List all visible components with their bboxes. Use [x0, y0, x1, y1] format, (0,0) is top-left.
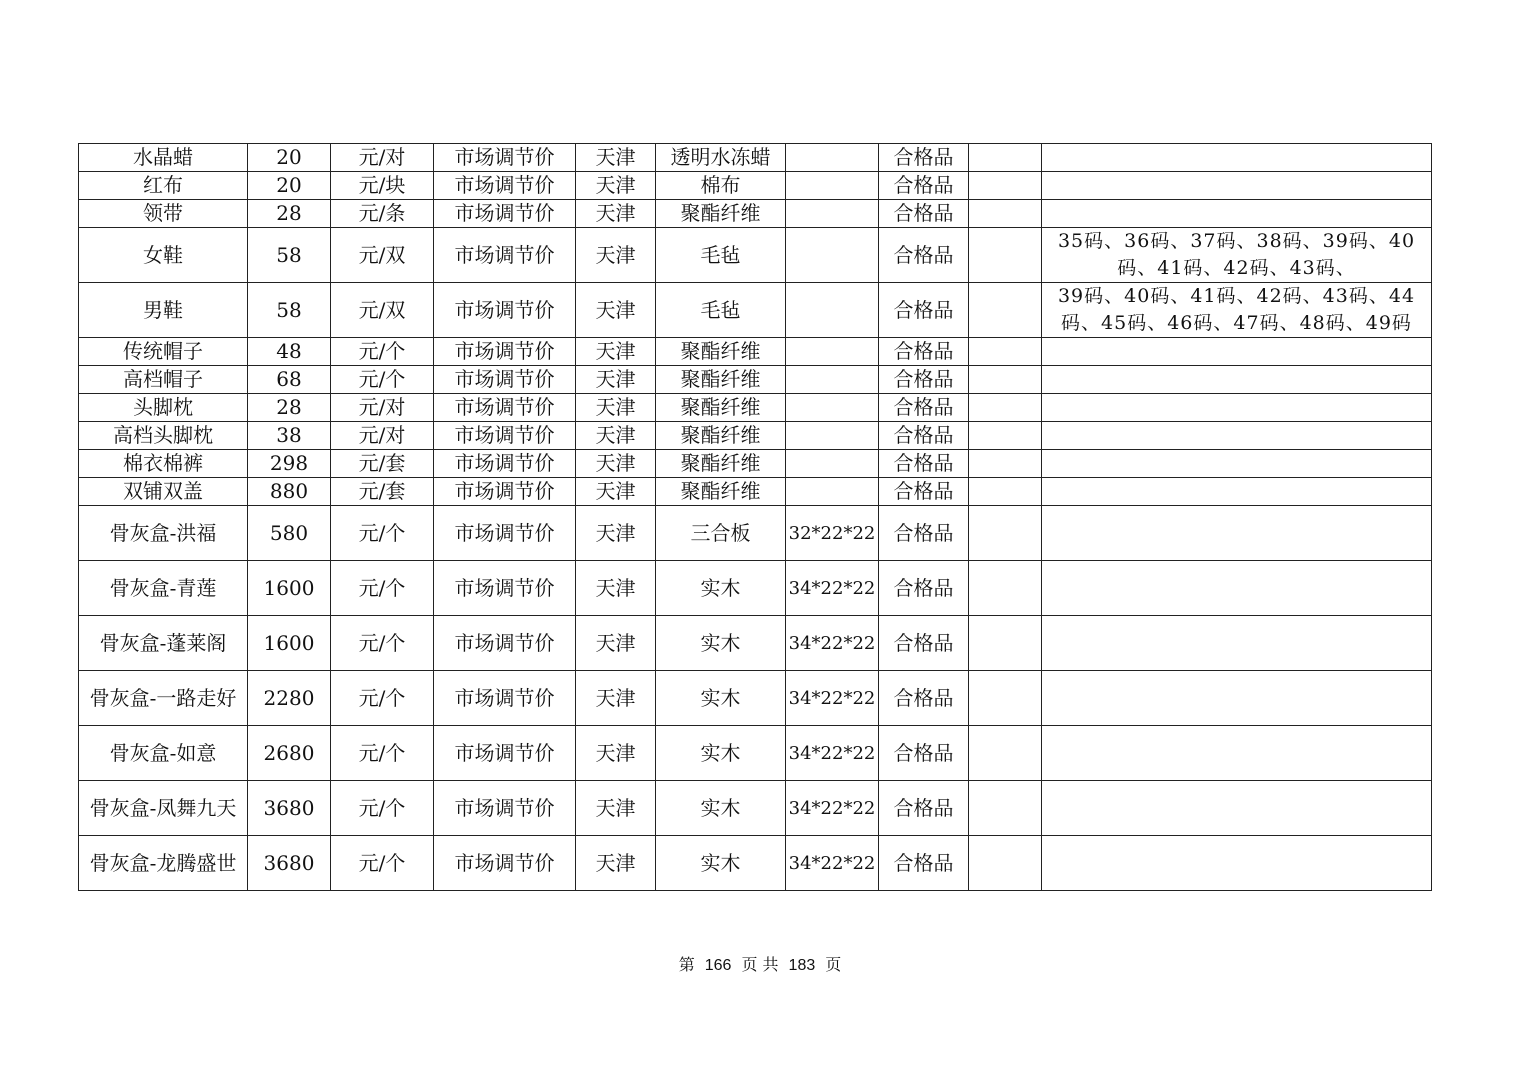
pricing-type-cell: 市场调节价 [434, 726, 576, 781]
origin-cell: 天津 [576, 561, 656, 616]
origin-cell: 天津 [576, 422, 656, 450]
unit-cell: 元/套 [331, 478, 434, 506]
note-cell [1042, 726, 1432, 781]
note-cell [1042, 422, 1432, 450]
quality-cell: 合格品 [879, 616, 969, 671]
spec-cell: 32*22*22 [786, 506, 879, 561]
unit-cell: 元/对 [331, 422, 434, 450]
price-cell: 28 [248, 200, 331, 228]
item-name-cell: 骨灰盒-青莲 [79, 561, 248, 616]
extra-cell [969, 781, 1042, 836]
quality-cell: 合格品 [879, 228, 969, 283]
price-cell: 58 [248, 228, 331, 283]
item-name-cell: 双铺双盖 [79, 478, 248, 506]
note-cell [1042, 616, 1432, 671]
unit-cell: 元/个 [331, 338, 434, 366]
extra-cell [969, 506, 1042, 561]
price-cell: 2680 [248, 726, 331, 781]
origin-cell: 天津 [576, 338, 656, 366]
material-cell: 聚酯纤维 [656, 394, 786, 422]
item-name-cell: 领带 [79, 200, 248, 228]
quality-cell: 合格品 [879, 366, 969, 394]
note-cell [1042, 781, 1432, 836]
material-cell: 聚酯纤维 [656, 478, 786, 506]
material-cell: 实木 [656, 561, 786, 616]
spec-cell: 34*22*22 [786, 616, 879, 671]
quality-cell: 合格品 [879, 726, 969, 781]
pricing-type-cell: 市场调节价 [434, 616, 576, 671]
quality-cell: 合格品 [879, 450, 969, 478]
pricing-type-cell: 市场调节价 [434, 283, 576, 338]
extra-cell [969, 366, 1042, 394]
extra-cell [969, 228, 1042, 283]
spec-cell [786, 338, 879, 366]
material-cell: 实木 [656, 836, 786, 891]
origin-cell: 天津 [576, 228, 656, 283]
item-name-cell: 骨灰盒-龙腾盛世 [79, 836, 248, 891]
item-name-cell: 高档头脚枕 [79, 422, 248, 450]
price-cell: 48 [248, 338, 331, 366]
price-cell: 2280 [248, 671, 331, 726]
spec-cell [786, 172, 879, 200]
table-row [79, 781, 1432, 836]
quality-cell: 合格品 [879, 144, 969, 172]
table-row [79, 616, 1432, 671]
spec-cell: 34*22*22 [786, 561, 879, 616]
origin-cell: 天津 [576, 394, 656, 422]
unit-cell: 元/个 [331, 836, 434, 891]
pricing-type-cell: 市场调节价 [434, 506, 576, 561]
item-name-cell: 骨灰盒-如意 [79, 726, 248, 781]
pricing-type-cell: 市场调节价 [434, 172, 576, 200]
table-row [79, 726, 1432, 781]
spec-cell: 34*22*22 [786, 671, 879, 726]
material-cell: 实木 [656, 671, 786, 726]
quality-cell: 合格品 [879, 338, 969, 366]
origin-cell: 天津 [576, 144, 656, 172]
origin-cell: 天津 [576, 478, 656, 506]
note-cell [1042, 478, 1432, 506]
table-row [79, 283, 1432, 338]
spec-cell: 34*22*22 [786, 726, 879, 781]
origin-cell: 天津 [576, 726, 656, 781]
extra-cell [969, 394, 1042, 422]
note-cell [1042, 671, 1432, 726]
note-cell [1042, 144, 1432, 172]
pricing-type-cell: 市场调节价 [434, 836, 576, 891]
current-page-number: 166 [704, 957, 732, 974]
pricing-type-cell: 市场调节价 [434, 366, 576, 394]
footer-prefix: 第 [678, 955, 695, 974]
footer-middle: 页 共 [741, 955, 779, 974]
unit-cell: 元/个 [331, 726, 434, 781]
table-row [79, 450, 1432, 478]
quality-cell: 合格品 [879, 283, 969, 338]
table-row [79, 394, 1432, 422]
note-cell [1042, 394, 1432, 422]
item-name-cell: 棉衣棉裤 [79, 450, 248, 478]
note-cell [1042, 338, 1432, 366]
origin-cell: 天津 [576, 283, 656, 338]
note-cell [1042, 172, 1432, 200]
unit-cell: 元/条 [331, 200, 434, 228]
quality-cell: 合格品 [879, 836, 969, 891]
pricing-type-cell: 市场调节价 [434, 144, 576, 172]
price-table [78, 143, 1432, 891]
price-cell: 3680 [248, 836, 331, 891]
unit-cell: 元/双 [331, 283, 434, 338]
price-cell: 58 [248, 283, 331, 338]
pricing-type-cell: 市场调节价 [434, 338, 576, 366]
table-row [79, 422, 1432, 450]
material-cell: 实木 [656, 616, 786, 671]
table-row [79, 172, 1432, 200]
note-cell [1042, 561, 1432, 616]
spec-cell [786, 283, 879, 338]
pricing-type-cell: 市场调节价 [434, 671, 576, 726]
origin-cell: 天津 [576, 671, 656, 726]
origin-cell: 天津 [576, 366, 656, 394]
table-row [79, 506, 1432, 561]
extra-cell [969, 726, 1042, 781]
item-name-cell: 骨灰盒-洪福 [79, 506, 248, 561]
unit-cell: 元/个 [331, 561, 434, 616]
extra-cell [969, 338, 1042, 366]
extra-cell [969, 283, 1042, 338]
note-cell [1042, 366, 1432, 394]
spec-cell [786, 228, 879, 283]
note-cell [1042, 200, 1432, 228]
material-cell: 毛毡 [656, 283, 786, 338]
material-cell: 聚酯纤维 [656, 450, 786, 478]
table-row [79, 144, 1432, 172]
price-cell: 580 [248, 506, 331, 561]
material-cell: 棉布 [656, 172, 786, 200]
note-cell [1042, 836, 1432, 891]
price-cell: 1600 [248, 616, 331, 671]
pricing-type-cell: 市场调节价 [434, 200, 576, 228]
quality-cell: 合格品 [879, 506, 969, 561]
quality-cell: 合格品 [879, 172, 969, 200]
spec-cell [786, 422, 879, 450]
extra-cell [969, 478, 1042, 506]
item-name-cell: 女鞋 [79, 228, 248, 283]
table-row [79, 671, 1432, 726]
extra-cell [969, 200, 1042, 228]
material-cell: 聚酯纤维 [656, 338, 786, 366]
table-body [79, 144, 1432, 891]
spec-cell [786, 144, 879, 172]
extra-cell [969, 172, 1042, 200]
spec-cell [786, 366, 879, 394]
quality-cell: 合格品 [879, 478, 969, 506]
pricing-type-cell: 市场调节价 [434, 228, 576, 283]
quality-cell: 合格品 [879, 422, 969, 450]
quality-cell: 合格品 [879, 671, 969, 726]
note-cell [1042, 450, 1432, 478]
extra-cell [969, 422, 1042, 450]
price-cell: 38 [248, 422, 331, 450]
item-name-cell: 骨灰盒-凤舞九天 [79, 781, 248, 836]
material-cell: 聚酯纤维 [656, 200, 786, 228]
quality-cell: 合格品 [879, 561, 969, 616]
unit-cell: 元/个 [331, 671, 434, 726]
unit-cell: 元/个 [331, 616, 434, 671]
unit-cell: 元/个 [331, 506, 434, 561]
extra-cell [969, 616, 1042, 671]
price-cell: 880 [248, 478, 331, 506]
extra-cell [969, 144, 1042, 172]
note-cell: 35码、36码、37码、38码、39码、40码、41码、42码、43码、 [1042, 228, 1432, 283]
material-cell: 透明水冻蜡 [656, 144, 786, 172]
price-cell: 3680 [248, 781, 331, 836]
spec-cell: 34*22*22 [786, 781, 879, 836]
origin-cell: 天津 [576, 836, 656, 891]
item-name-cell: 男鞋 [79, 283, 248, 338]
origin-cell: 天津 [576, 781, 656, 836]
origin-cell: 天津 [576, 172, 656, 200]
unit-cell: 元/个 [331, 781, 434, 836]
item-name-cell: 红布 [79, 172, 248, 200]
extra-cell [969, 561, 1042, 616]
pricing-type-cell: 市场调节价 [434, 394, 576, 422]
extra-cell [969, 671, 1042, 726]
origin-cell: 天津 [576, 450, 656, 478]
note-cell [1042, 506, 1432, 561]
item-name-cell: 水晶蜡 [79, 144, 248, 172]
footer-suffix: 页 [825, 955, 842, 974]
table-row [79, 478, 1432, 506]
note-cell: 39码、40码、41码、42码、43码、44码、45码、46码、47码、48码、49码 [1042, 283, 1432, 338]
table-row [79, 366, 1432, 394]
spec-cell [786, 394, 879, 422]
page-footer [0, 954, 1520, 977]
origin-cell: 天津 [576, 616, 656, 671]
origin-cell: 天津 [576, 200, 656, 228]
unit-cell: 元/双 [331, 228, 434, 283]
table-row [79, 200, 1432, 228]
quality-cell: 合格品 [879, 781, 969, 836]
material-cell: 实木 [656, 781, 786, 836]
extra-cell [969, 836, 1042, 891]
material-cell: 聚酯纤维 [656, 422, 786, 450]
unit-cell: 元/块 [331, 172, 434, 200]
price-cell: 28 [248, 394, 331, 422]
spec-cell [786, 450, 879, 478]
quality-cell: 合格品 [879, 200, 969, 228]
price-cell: 298 [248, 450, 331, 478]
spec-cell [786, 200, 879, 228]
pricing-type-cell: 市场调节价 [434, 478, 576, 506]
material-cell: 三合板 [656, 506, 786, 561]
unit-cell: 元/个 [331, 366, 434, 394]
pricing-type-cell: 市场调节价 [434, 561, 576, 616]
quality-cell: 合格品 [879, 394, 969, 422]
item-name-cell: 骨灰盒-一路走好 [79, 671, 248, 726]
origin-cell: 天津 [576, 506, 656, 561]
table-row [79, 561, 1432, 616]
item-name-cell: 传统帽子 [79, 338, 248, 366]
pricing-type-cell: 市场调节价 [434, 781, 576, 836]
table-row [79, 228, 1432, 283]
price-cell: 68 [248, 366, 331, 394]
item-name-cell: 高档帽子 [79, 366, 248, 394]
unit-cell: 元/套 [331, 450, 434, 478]
material-cell: 实木 [656, 726, 786, 781]
material-cell: 毛毡 [656, 228, 786, 283]
spec-cell: 34*22*22 [786, 836, 879, 891]
extra-cell [969, 450, 1042, 478]
unit-cell: 元/对 [331, 394, 434, 422]
table-row [79, 338, 1432, 366]
pricing-type-cell: 市场调节价 [434, 422, 576, 450]
material-cell: 聚酯纤维 [656, 366, 786, 394]
price-cell: 1600 [248, 561, 331, 616]
price-cell: 20 [248, 172, 331, 200]
total-pages-number: 183 [788, 957, 816, 974]
pricing-type-cell: 市场调节价 [434, 450, 576, 478]
price-cell: 20 [248, 144, 331, 172]
table-row [79, 836, 1432, 891]
unit-cell: 元/对 [331, 144, 434, 172]
item-name-cell: 头脚枕 [79, 394, 248, 422]
item-name-cell: 骨灰盒-蓬莱阁 [79, 616, 248, 671]
spec-cell [786, 478, 879, 506]
